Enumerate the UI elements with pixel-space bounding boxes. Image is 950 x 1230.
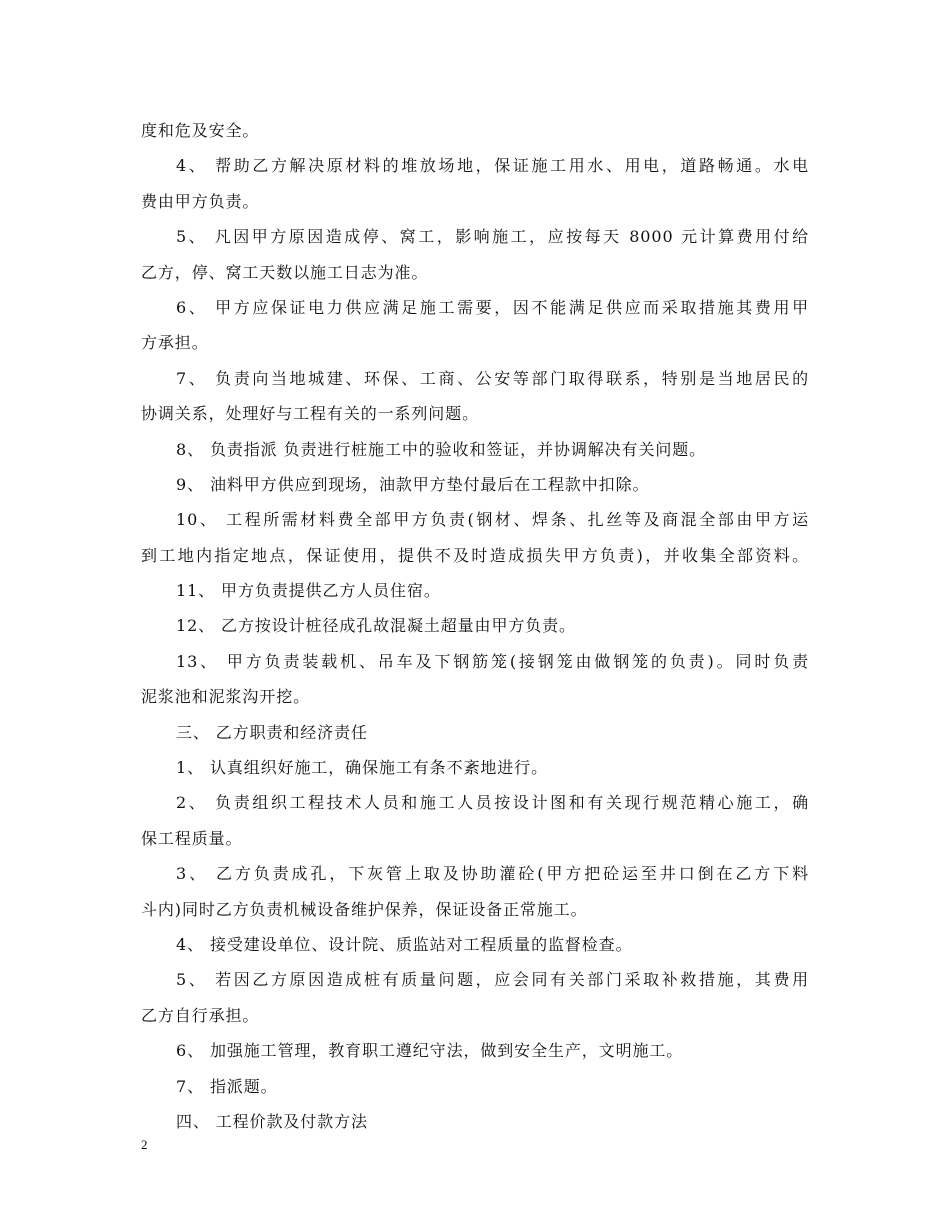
section-heading: 三、 乙方职责和经济责任 [176,722,368,742]
text-line: 9、 油料甲方供应到现场，油款甲方垫付最后在工程款中扣除。 [176,474,650,494]
text-line: 协调关系，处理好与工程有关的一系列问题。 [141,404,480,424]
text-line: 13、 甲方负责装载机、吊车及下钢筋笼(接钢笼由做钢笼的负责)。同时负责 [176,651,809,671]
text-line: 到工地内指定地点，保证使用，提供不及时造成损失甲方负责)，并收集全部资料。 [141,545,809,565]
text-line: 乙方自行承担。 [141,1005,260,1025]
text-line: 6、 加强施工管理，教育职工遵纪守法，做到安全生产，文明施工。 [176,1041,684,1061]
document-body [141,113,809,1139]
text-line: 5、 若因乙方原因造成桩有质量问题，应会同有关部门采取补救措施，其费用 [176,970,809,990]
text-line: 斗内)同时乙方负责机械设备维护保养，保证设备正常施工。 [141,899,588,919]
text-line: 4、 帮助乙方解决原材料的堆放场地，保证施工用水、用电，道路畅通。水电 [176,156,809,176]
text-line: 6、 甲方应保证电力供应满足施工需要，因不能满足供应而采取措施其费用甲 [176,297,809,317]
text-line: 2、 负责组织工程技术人员和施工人员按设计图和有关现行规范精心施工，确 [176,793,809,813]
text-line: 7、 负责向当地城建、环保、工商、公安等部门取得联系，特别是当地居民的 [176,368,809,388]
text-line: 方承担。 [141,333,209,353]
text-line: 保工程质量。 [141,828,243,848]
text-line: 4、 接受建设单位、设计院、质监站对工程质量的监督检查。 [176,934,633,954]
text-line: 12、 乙方按设计桩径成孔故混凝土超量由甲方负责。 [176,616,576,636]
text-line: 1、 认真组织好施工，确保施工有条不紊地进行。 [176,758,548,778]
text-line: 度和危及安全。 [141,121,260,140]
text-line: 5、 凡因甲方原因造成停、窝工，影响施工，应按每天 8000 元计算费用付给 [176,227,809,247]
text-line: 8、 负责指派 负责进行桩施工中的验收和签证，并协调解决有关问题。 [176,439,707,459]
text-line: 3、 乙方负责成孔，下灰管上取及协助灌砼(甲方把砼运至井口倒在乙方下料 [176,864,809,884]
text-line: 10、 工程所需材料费全部甲方负责(钢材、焊条、扎丝等及商混全部由甲方运 [176,510,809,530]
text-line: 11、 甲方负责提供乙方人员住宿。 [176,581,441,601]
text-line: 乙方，停、窝工天数以施工日志为准。 [141,262,429,282]
text-line: 泥浆池和泥浆沟开挖。 [141,687,311,707]
page-number: 2 [141,1137,148,1152]
text-line: 费由甲方负责。 [141,191,260,211]
text-line: 7、 指派题。 [176,1076,278,1096]
section-heading: 四、 工程价款及付款方法 [176,1111,368,1131]
